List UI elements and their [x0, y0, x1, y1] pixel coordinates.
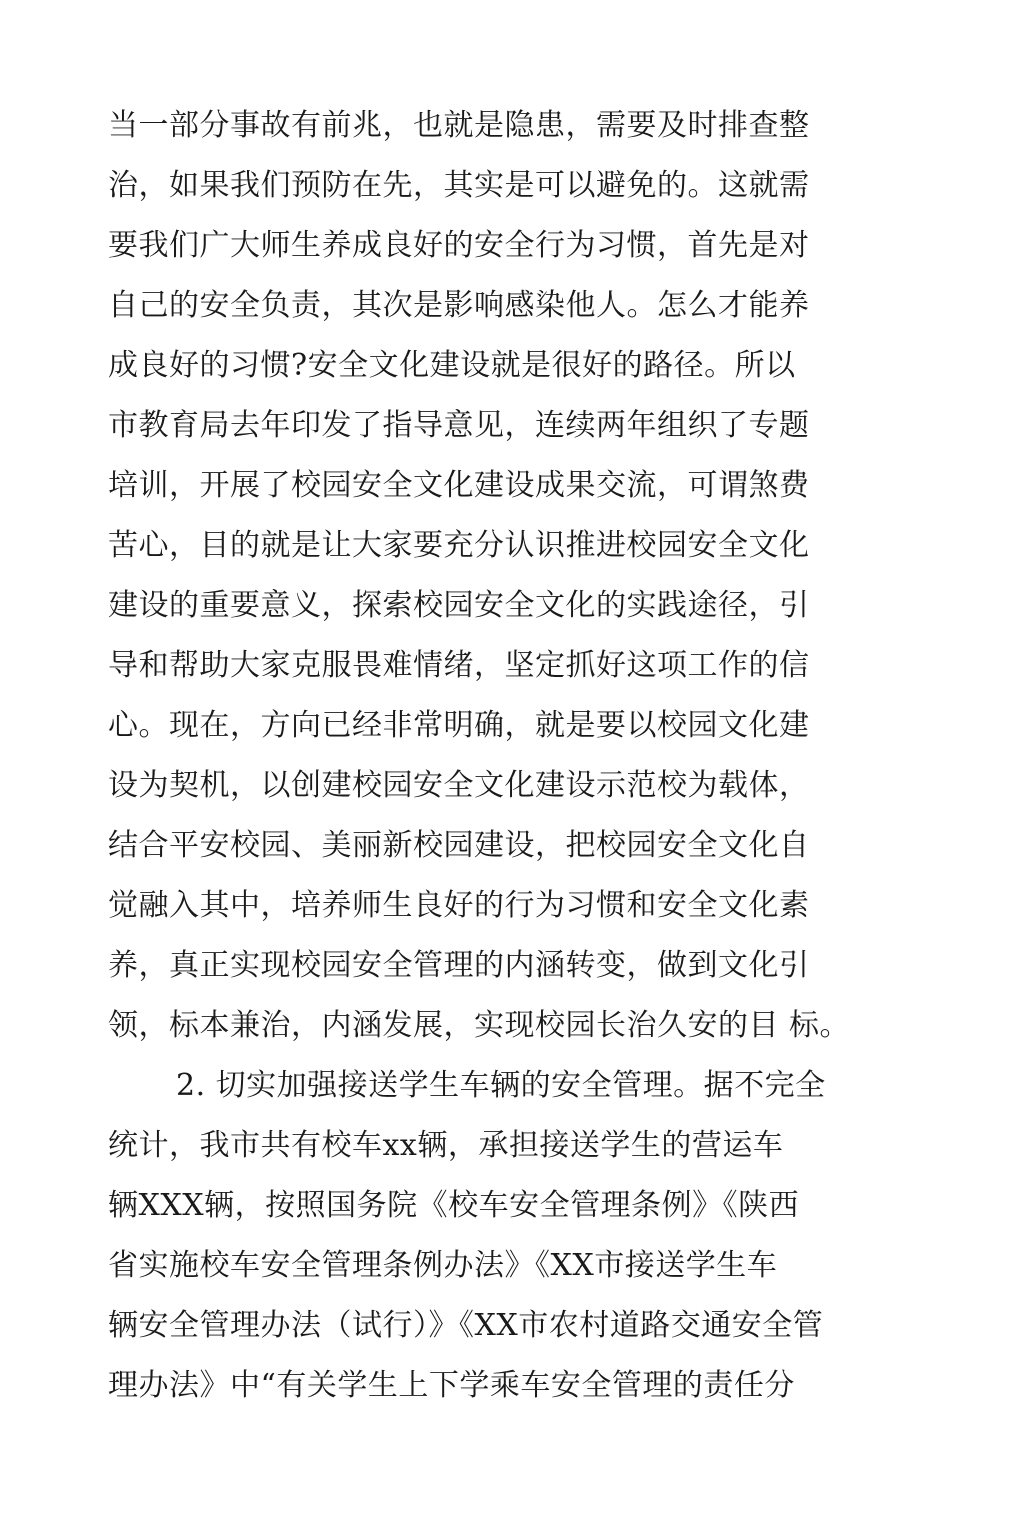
text-line: 培训，开展了校园安全文化建设成果交流，可谓煞费 — [108, 468, 810, 503]
text-line: 省实施校车安全管理条例办法》《XX市接送学生车 — [108, 1248, 778, 1283]
section-heading-line: 2. 切实加强接送学生车辆的安全管理。据不完全 — [176, 1068, 826, 1103]
body-text — [108, 96, 868, 1416]
text-line: 要我们广大师生养成良好的安全行为习惯，首先是对 — [108, 228, 810, 263]
text-line: 辆XXX辆，按照国务院《校车安全管理条例》《陕西 — [108, 1188, 800, 1223]
text-line: 苦心，目的就是让大家要充分认识推进校园安全文化 — [108, 528, 810, 563]
text-line: 觉融入其中，培养师生良好的行为习惯和安全文化素 — [108, 888, 810, 923]
text-line: 领，标本兼治，内涵发展，实现校园长治久安的目 标。 — [108, 1008, 851, 1043]
text-line: 统计，我市共有校车xx辆，承担接送学生的营运车 — [108, 1128, 784, 1163]
text-line: 导和帮助大家克服畏难情绪，坚定抓好这项工作的信 — [108, 648, 810, 683]
text-line: 成良好的习惯?安全文化建设就是很好的路径。所以 — [108, 348, 796, 383]
text-line: 结合平安校园、美丽新校园建设，把校园安全文化自 — [108, 828, 810, 863]
text-line: 自己的安全负责，其次是影响感染他人。怎么才能养 — [108, 288, 810, 323]
text-line: 辆安全管理办法（试行）》《XX市农村道路交通安全管 — [108, 1308, 824, 1343]
text-line: 心。现在，方向已经非常明确，就是要以校园文化建 — [108, 708, 810, 743]
text-line: 理办法》中“有关学生上下学乘车安全管理的责任分 — [108, 1368, 795, 1403]
text-line: 市教育局去年印发了指导意见，连续两年组织了专题 — [108, 408, 810, 443]
text-line: 建设的重要意义，探索校园安全文化的实践途径，引 — [108, 588, 810, 623]
text-line: 治，如果我们预防在先，其实是可以避免的。这就需 — [108, 168, 810, 203]
text-line: 设为契机，以创建校园安全文化建设示范校为载体， — [108, 768, 810, 803]
text-line: 当一部分事故有前兆，也就是隐患，需要及时排查整 — [108, 108, 810, 143]
text-line: 养，真正实现校园安全管理的内涵转变，做到文化引 — [108, 948, 810, 983]
